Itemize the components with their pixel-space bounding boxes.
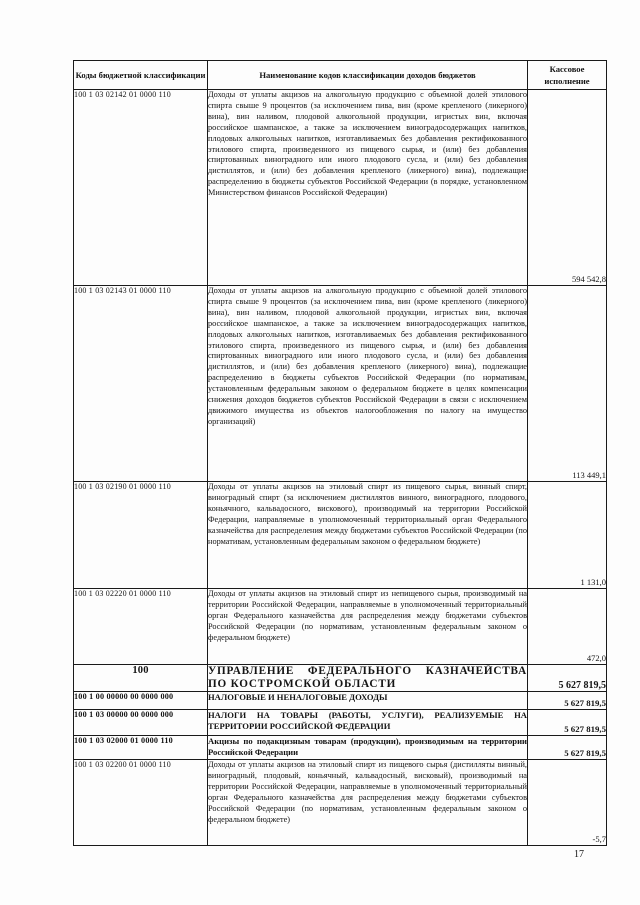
row-code: 100 — [74, 665, 208, 692]
row-value: 5 627 819,5 — [528, 665, 607, 692]
row-name: НАЛОГИ НА ТОВАРЫ (РАБОТЫ, УСЛУГИ), РЕАЛИЗУЕМЫЕ НА ТЕРРИТОРИИ РОССИЙСКОЙ ФЕДЕРАЦИИ — [208, 710, 528, 736]
row-value: 594 542,8 — [528, 90, 607, 286]
table-row — [74, 90, 607, 286]
row-value: 5 627 819,5 — [528, 736, 607, 760]
budget-classification-table — [73, 60, 607, 846]
row-code: 100 1 03 02000 01 0000 110 — [74, 736, 208, 760]
table-row — [74, 760, 607, 846]
row-name: Доходы от уплаты акцизов на этиловый спирт из пищевого сырья, винный спирт, виноградный спирт (за исключением дистиллятов винного, виноградного, плодового, коньячного, кальвадосного, вискового), производимый на территории Российской Федерации, направляемые в уполномоченный территориальный орган Федерального казначейства для распределения между бюджетами субъектов Российской Федерации (по нормативам, установленным федеральным законом о федеральном бюджете) — [208, 482, 528, 589]
row-value: -5,7 — [528, 760, 607, 846]
table-row — [74, 665, 607, 692]
row-value: 113 449,1 — [528, 286, 607, 482]
row-code: 100 1 03 00000 00 0000 000 — [74, 710, 208, 736]
row-name: Акцизы по подакцизным товарам (продукции), производимым на территории Российской Федерации — [208, 736, 528, 760]
row-code: 100 1 00 00000 00 0000 000 — [74, 692, 208, 710]
row-value: 5 627 819,5 — [528, 692, 607, 710]
row-name: Доходы от уплаты акцизов на алкогольную продукцию с объемной долей этилового спирта свыше 9 процентов (за исключением пива, вин (кроме крепленого (ликерного) вина), вин наливом, плодовой алкогольной продукции, игристых вин, включая российское шампанское, а также за исключением виноградосодержащих напитков, плодовых алкогольных напитков, изготавливаемых без добавления ректификованного этилового спирта, произведенного из пищевого сырья, и (или) без добавления спиртованных виноградного или иного плодового сусла, и (или) без добавления дистиллятов, и (или) без добавления крепленого (ликерного) вина), подлежащие распределению в бюджеты субъектов Российской Федерации (по нормативам, установленным федеральным законом о федеральном бюджете в целях компенсации снижения доходов бюджетов субъектов Российской Федерации в связи с исключением движимого имущества из объектов налогообложения по налогу на имущество организаций) — [208, 286, 528, 482]
table-row — [74, 286, 607, 482]
header-codes: Коды бюджетной классификации — [74, 61, 208, 90]
table-header-row — [74, 61, 607, 90]
row-code: 100 1 03 02220 01 0000 110 — [74, 589, 208, 665]
table-row — [74, 710, 607, 736]
row-code: 100 1 03 02143 01 0000 110 — [74, 286, 208, 482]
header-values: Кассовое исполнение — [528, 61, 607, 90]
row-code: 100 1 03 02200 01 0000 110 — [74, 760, 208, 846]
row-value: 5 627 819,5 — [528, 710, 607, 736]
row-name: Доходы от уплаты акцизов на этиловый спирт из пищевого сырья (дистилляты винный, виноградный, плодовый, коньячный, кальвадосный, висковый), производимый на территории Российской Федерации, направляемые в уполномоченный территориальный орган Федерального казначейства для распределения между бюджетами субъектов Российской Федерации (по нормативам, установленным федеральным законом о федеральном бюджете) — [208, 760, 528, 846]
table-row — [74, 482, 607, 589]
row-name: УПРАВЛЕНИЕ ФЕДЕРАЛЬНОГО КАЗНАЧЕЙСТВА ПО КОСТРОМСКОЙ ОБЛАСТИ — [208, 665, 527, 690]
row-value: 1 131,0 — [528, 482, 607, 589]
row-code: 100 1 03 02190 01 0000 110 — [74, 482, 208, 589]
row-name: Доходы от уплаты акцизов на алкогольную продукцию с объемной долей этилового спирта свыше 9 процентов (за исключением пива, вин (кроме крепленого (ликерного) вина), вин наливом, плодовой алкогольной продукции, игристых вин, включая российское шампанское, а также за исключением виноградосодержащих напитков, плодовых алкогольных напитков, изготавливаемых без добавления ректификованного этилового спирта, произведенного из пищевого сырья, и (или) без добавления спиртованных виноградного или иного плодового сусла, и (или) без добавления дистиллятов, и (или) без добавления крепленого (ликерного) вина), подлежащие распределению в бюджеты субъектов Российской Федерации (в порядке, установленном Министерством финансов Российской Федерации) — [208, 90, 528, 286]
row-value: 472,0 — [528, 589, 607, 665]
table-row — [74, 692, 607, 710]
header-names: Наименование кодов классификации доходов бюджетов — [208, 61, 528, 90]
row-code: 100 1 03 02142 01 0000 110 — [74, 90, 208, 286]
page-number: 17 — [574, 849, 584, 860]
row-name: НАЛОГОВЫЕ И НЕНАЛОГОВЫЕ ДОХОДЫ — [208, 692, 528, 710]
row-name: Доходы от уплаты акцизов на этиловый спирт из непищевого сырья, производимый на территории Российской Федерации, направляемые в уполномоченный территориальный орган Федерального казначейства для распределения между бюджетами субъектов Российской Федерации (по нормативам, установленным федеральным законом о федеральном бюджете) — [208, 589, 528, 665]
table-row — [74, 736, 607, 760]
table-row — [74, 589, 607, 665]
